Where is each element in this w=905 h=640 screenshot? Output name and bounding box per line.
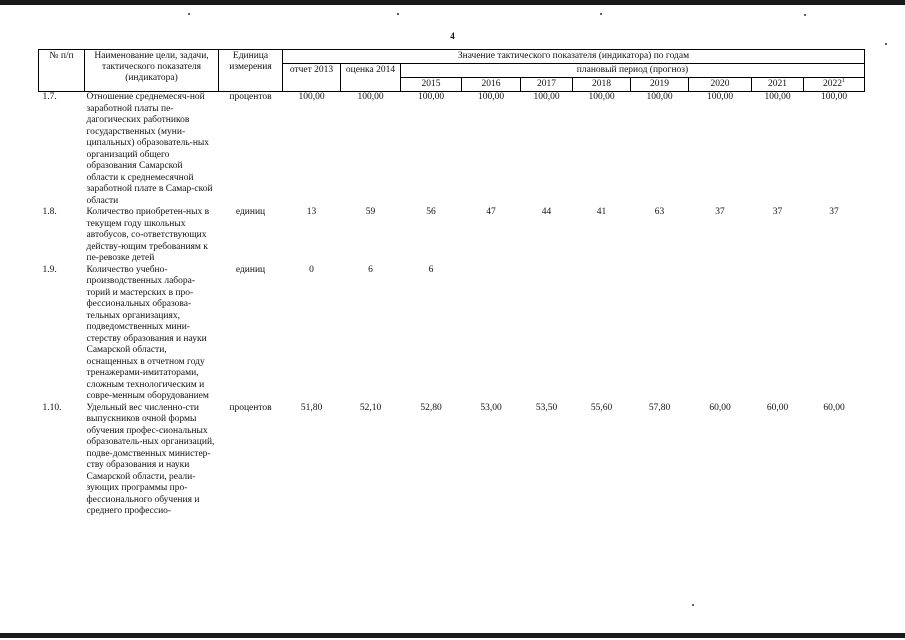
value-2018 — [573, 265, 631, 403]
header-year-2022 — [804, 78, 865, 92]
value-2013: 13 — [306, 207, 317, 217]
indicator-table-container — [38, 49, 864, 518]
value-2015: 100,00 — [417, 92, 445, 102]
value-2014: 52,10 — [359, 402, 382, 413]
value-2017: 100,00 — [533, 92, 560, 102]
scan-speck — [397, 13, 399, 15]
table-row — [39, 265, 865, 403]
value-2021: 60,00 — [766, 402, 789, 413]
header-unit: Единица измерения — [219, 50, 283, 92]
row-num: 1.10. — [42, 402, 62, 413]
header-year: 2019 — [631, 78, 689, 92]
scan-speck — [692, 604, 694, 606]
indicator-table — [38, 49, 865, 518]
header-values: Значение тактического показателя (индикатора) по годам — [283, 50, 865, 64]
header-estimate-2014: оценка 2014 — [341, 64, 401, 92]
row-num: 1.9. — [42, 264, 57, 275]
header-name: Наименование цели, задачи, тактического показателя (индикатора) — [85, 50, 219, 92]
header-year: 2017 — [521, 78, 573, 92]
value-2018: 100,00 — [588, 92, 615, 102]
row-name: Количество приобретен-ных в текущем году школьных автобусов, со-ответствующих действу-ющим требованиям к пе-ревозке детей — [86, 207, 210, 263]
row-unit: единиц — [235, 264, 266, 275]
value-2022: 60,00 — [823, 402, 845, 413]
scan-speck — [804, 14, 806, 16]
header-year: 2020 — [689, 78, 752, 92]
row-num: 1.8. — [42, 207, 57, 217]
header-num: № п/п — [39, 50, 85, 92]
row-name: Удельный вес численно-сти выпускников очной формы обучения профес-сиональных образователь-ных организаций, подве-домственных министер-ству образования и науки Самарской области, реали-зующих программы про-фессионального обучения и среднего профессио- — [86, 402, 215, 516]
value-2016 — [462, 265, 521, 403]
value-2013: 100,00 — [298, 92, 325, 102]
table-body — [39, 92, 865, 518]
value-2015: 6 — [428, 264, 434, 275]
value-2016: 53,00 — [480, 402, 502, 413]
value-2016: 100,00 — [477, 92, 505, 102]
value-2019: 100,00 — [646, 92, 673, 102]
value-2019: 57,80 — [648, 402, 671, 413]
value-2017: 53,50 — [535, 402, 558, 413]
page-number: 4 — [450, 31, 455, 41]
scan-bottom-edge — [0, 633, 905, 638]
row-num: 1.7. — [42, 92, 57, 102]
value-2019 — [631, 265, 689, 403]
table-row — [39, 92, 865, 208]
value-2022 — [804, 265, 865, 403]
row-name: Отношение среднемесяч-ной заработной платы пе-дагогических работников государственных (муни-ципальных) образователь-ных организаций общего образования Самарской области к среднемесячной заработной плате в Самар-ской области — [86, 92, 213, 206]
value-2019: 63 — [654, 207, 665, 217]
scan-speck — [600, 13, 602, 15]
scan-speck — [188, 13, 190, 15]
header-year: 2015 — [401, 78, 462, 92]
row-unit: процентов — [229, 92, 272, 102]
value-2020: 37 — [715, 207, 725, 217]
value-2015: 52,80 — [420, 402, 442, 413]
header-planned-period: плановый период (прогноз) — [401, 64, 865, 78]
value-2018: 55,60 — [590, 402, 613, 413]
scan-top-edge — [0, 0, 905, 5]
value-2021 — [752, 265, 804, 403]
header-year: 2021 — [752, 78, 804, 92]
row-name: Количество учебно-производственных лабора-торий и мастерских в про-фессиональных образова-тельных организациях, подведомственных мини-стерству образования и науки Самарской области, оснащенных в отчетном году тренажерами-имитаторами, сложным технологическим и совре-менным оборудованием — [86, 264, 209, 401]
table-header — [39, 50, 865, 92]
value-2015: 56 — [426, 207, 436, 217]
value-2021: 100,00 — [764, 92, 791, 102]
value-2014: 6 — [368, 264, 373, 275]
value-2017 — [521, 265, 573, 403]
value-2022: 37 — [829, 207, 839, 217]
value-2014: 100,00 — [357, 92, 384, 102]
value-2013: 0 — [309, 264, 314, 275]
value-2022: 100,00 — [820, 92, 848, 102]
value-2017: 44 — [541, 207, 552, 217]
value-2020: 60,00 — [709, 402, 731, 413]
value-2020: 100,00 — [706, 92, 734, 102]
year-label: 2022 — [823, 79, 842, 89]
row-unit: процентов — [229, 402, 272, 413]
value-2013: 51,80 — [300, 402, 323, 413]
table-row — [39, 207, 865, 265]
value-2016: 47 — [486, 207, 496, 217]
header-year: 2016 — [462, 78, 521, 92]
value-2018: 41 — [596, 207, 607, 217]
header-report-2013: отчет 2013 — [283, 64, 341, 92]
value-2020 — [689, 265, 752, 403]
row-unit: единиц — [235, 207, 266, 217]
footnote-mark: 1 — [842, 77, 845, 84]
value-2021: 37 — [772, 207, 783, 217]
scan-speck — [885, 43, 887, 45]
value-2014: 59 — [365, 207, 376, 217]
table-row — [39, 403, 865, 518]
header-year: 2018 — [573, 78, 631, 92]
